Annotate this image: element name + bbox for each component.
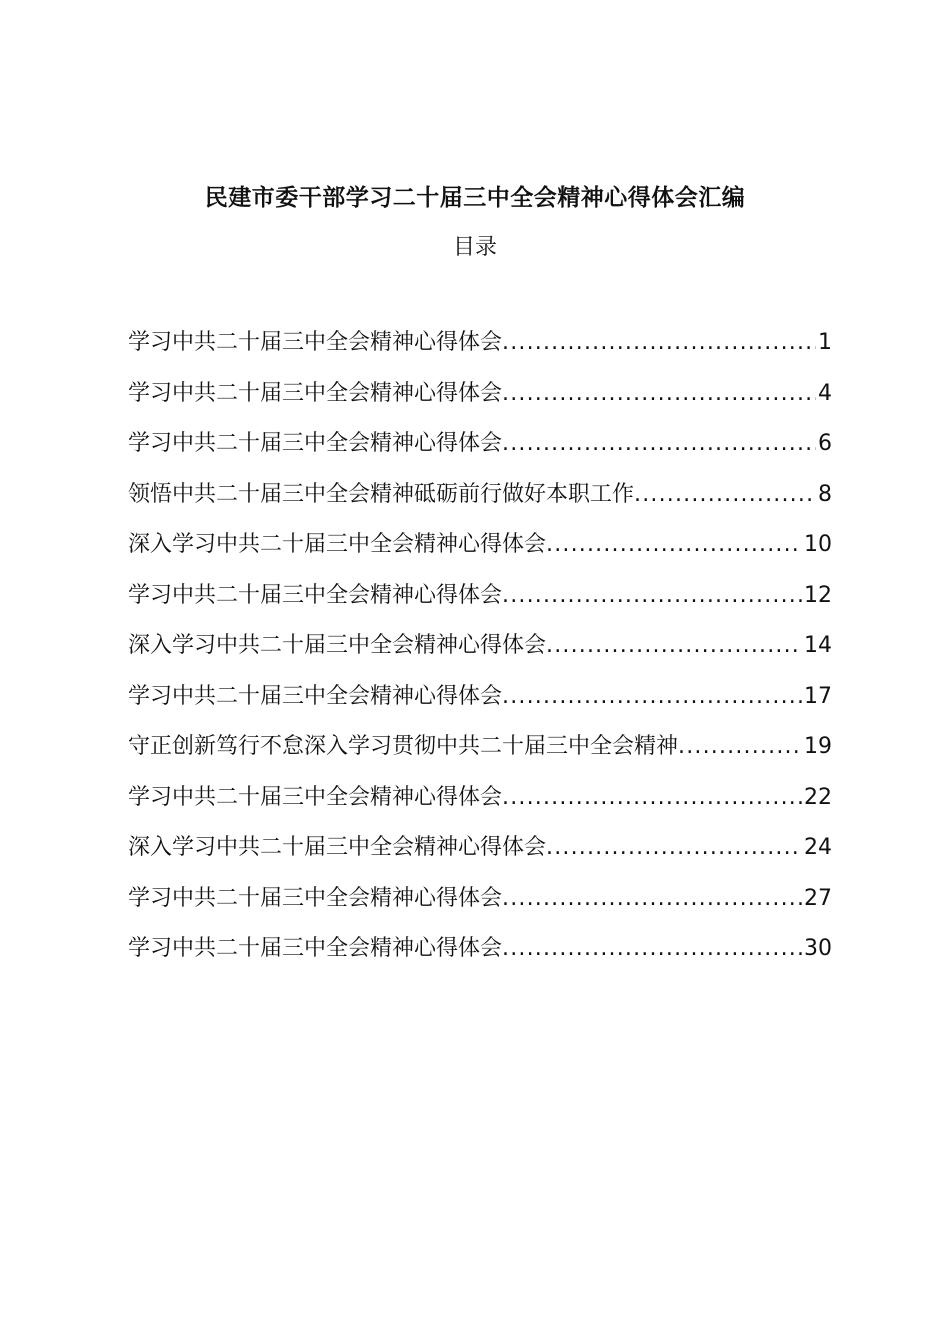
toc-entry-title: 学习中共二十届三中全会精神心得体会 [128, 936, 503, 961]
toc-entry-title: 学习中共二十届三中全会精神心得体会 [128, 582, 503, 608]
toc-entry-page: 12 [804, 582, 832, 608]
toc-dot-leader [502, 781, 802, 815]
toc-dot-leader [502, 427, 816, 461]
table-of-contents [128, 326, 832, 983]
toc-entry-title: 领悟中共二十届三中全会精神砥砺前行做好本职工作 [128, 481, 635, 507]
toc-entry-page: 4 [818, 380, 832, 406]
toc-entry-page: 30 [804, 936, 832, 961]
toc-entry-page: 14 [804, 633, 832, 658]
toc-entry[interactable] [128, 932, 832, 983]
toc-entry-title: 学习中共二十届三中全会精神心得体会 [128, 431, 503, 456]
toc-entry-page: 1 [818, 330, 832, 355]
toc-entry[interactable] [128, 478, 832, 529]
toc-dot-leader [546, 629, 802, 663]
toc-entry-page: 10 [804, 532, 832, 557]
toc-entry-page: 24 [804, 835, 832, 860]
toc-dot-leader [634, 478, 816, 512]
toc-entry[interactable] [128, 882, 832, 933]
toc-heading: 目录 [452, 235, 497, 260]
toc-dot-leader [502, 326, 816, 360]
toc-entry[interactable] [128, 427, 832, 478]
toc-dot-leader [546, 831, 802, 865]
toc-entry-page: 17 [804, 683, 832, 709]
toc-entry-page: 27 [804, 885, 832, 911]
toc-entry-title: 学习中共二十届三中全会精神心得体会 [128, 885, 503, 911]
toc-entry-title: 深入学习中共二十届三中全会精神心得体会 [128, 633, 547, 658]
toc-entry[interactable] [128, 831, 832, 882]
toc-entry-title: 学习中共二十届三中全会精神心得体会 [128, 330, 503, 355]
toc-entry-title: 学习中共二十届三中全会精神心得体会 [128, 683, 503, 709]
toc-entry-title: 深入学习中共二十届三中全会精神心得体会 [128, 835, 547, 860]
toc-dot-leader [502, 377, 816, 411]
toc-entry[interactable] [128, 377, 832, 428]
document-title: 民建市委干部学习二十届三中全会精神心得体会汇编 [204, 185, 746, 211]
toc-entry-page: 19 [804, 734, 832, 759]
toc-entry-title: 学习中共二十届三中全会精神心得体会 [128, 784, 503, 810]
toc-entry[interactable] [128, 528, 832, 579]
toc-dot-leader [502, 680, 802, 714]
toc-entry[interactable] [128, 680, 832, 731]
toc-entry-page: 22 [804, 784, 832, 810]
toc-entry-page: 8 [818, 481, 832, 507]
toc-entry-title: 深入学习中共二十届三中全会精神心得体会 [128, 532, 547, 557]
toc-entry[interactable] [128, 326, 832, 377]
toc-entry-page: 6 [818, 431, 832, 456]
toc-entry[interactable] [128, 730, 832, 781]
toc-entry[interactable] [128, 781, 832, 832]
toc-entry-title: 守正创新笃行不怠深入学习贯彻中共二十届三中全会精神 [128, 734, 679, 759]
toc-dot-leader [546, 528, 802, 562]
toc-dot-leader [502, 882, 802, 916]
toc-dot-leader [678, 730, 802, 764]
toc-dot-leader [502, 579, 802, 613]
toc-entry[interactable] [128, 579, 832, 630]
toc-entry[interactable] [128, 629, 832, 680]
toc-dot-leader [502, 932, 802, 966]
toc-entry-title: 学习中共二十届三中全会精神心得体会 [128, 380, 503, 406]
